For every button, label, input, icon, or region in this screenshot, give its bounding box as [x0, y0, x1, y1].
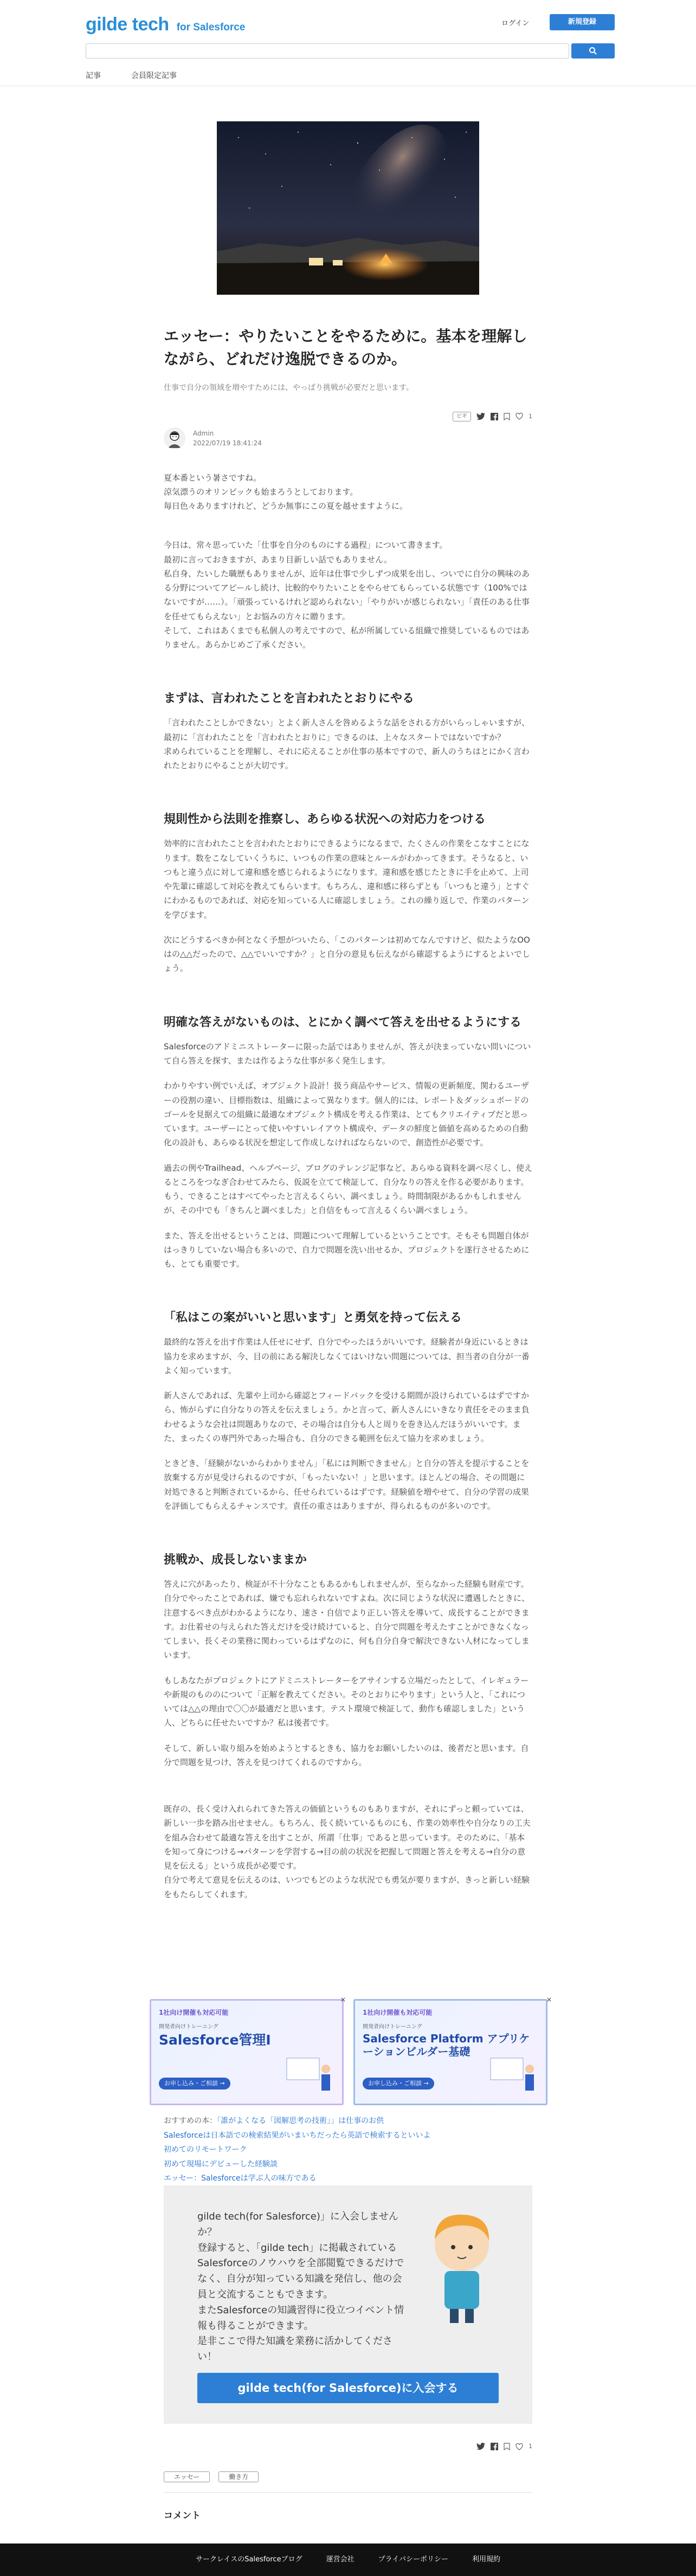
- site-footer: [0, 2543, 696, 2576]
- presenter-illustration: [281, 2053, 336, 2096]
- paragraph: 最終的な答えを出す作業は人任せにせず、自分でやったほうがいいです。経験者が身近にいるときは協力を求めますが、今、目の前にある解決しなくてはいけない問題については、担当者の自分が一番よく知っています。: [164, 1337, 530, 1375]
- facebook-icon[interactable]: [491, 413, 498, 420]
- close-icon[interactable]: ×: [546, 1996, 552, 2003]
- author-meta: [164, 427, 532, 449]
- paragraph: [164, 538, 532, 652]
- banner-title: Salesforce Platform アプリケーションビルダー基礎: [363, 2032, 530, 2058]
- related-link[interactable]: エッセー：Salesforceは学ぶ人の味方である: [164, 2174, 317, 2183]
- paragraph: わかりやすい例でいえば、オブジェクト設計！扱う商品やサービス、情報の更新頻度、関わるユーザーの役割の違い、目標指数は、組織によって異なります。個人的には、レポート＆ダッシュボードのゴールを見据えての組織に最適なオブジェクト構成を考える作業は、とてもクリエイティブだと思っています。ユーザーにとって使いやすいレイアウト構成や、データの鮮度と価値を高めるための自動化の設計も、あらゆる状況を想定して作成しなければならないので、創造性が必要です。: [164, 1081, 530, 1148]
- tag-pill[interactable]: ビギ: [453, 412, 471, 421]
- membership-cta: [164, 2185, 532, 2424]
- nav-item-articles[interactable]: 記事: [86, 72, 101, 80]
- login-link[interactable]: ログイン: [501, 20, 530, 28]
- logo-sub: for Salesforce: [176, 22, 246, 33]
- paragraph: 答えに穴があったり、検証が不十分なこともあるかもしれませんが、至らなかった経験も財産です。自分でやったことであれば、嫌でも忘れられないですよね。次に同じような状況に遭遇したときに、注意するべき点がわかるようになり、速さ・自信でより正しい答えを導いて、成長することができます。お仕着せの与えられた答えだけを受け続けていると、自分で問題を考えたすことができなくなってしまい、長くその業務に関わっているはずなのに、何も自分自身で解決できない人材になってしまいます。: [164, 1579, 530, 1660]
- banner-subtitle: 開発者向けトレーニング: [363, 2024, 422, 2030]
- banner-cta[interactable]: お申し込み・ご相談 →: [159, 2078, 230, 2090]
- article: [164, 121, 532, 1902]
- banner-title: Salesforce管理Ⅰ: [159, 2032, 271, 2048]
- main-nav: [86, 69, 177, 83]
- paragraph: また、答えを出せるということは、問題について理解しているということです。そもそも問題自体がはっきりしていない場合も多いので、自力で問題を洗い出せるか、プロジェクトを遂行させるためにも、とても重要です。: [164, 1230, 530, 1269]
- banner-cta[interactable]: お申し込み・ご相談 →: [363, 2078, 434, 2090]
- article-tags: [164, 2471, 259, 2482]
- twitter-icon[interactable]: [476, 413, 485, 420]
- text-line: そして、これはあくまでも私個人の考えですので、私が所属している組織で推奨しているものではありません。あらかじめご了承ください。: [164, 625, 530, 650]
- heart-icon[interactable]: [515, 413, 523, 420]
- section-heading: まずは、言われたことを言われたとおりにやる: [164, 692, 415, 706]
- heart-icon[interactable]: [515, 2443, 523, 2450]
- divider: [164, 2492, 532, 2493]
- paragraph: 効率的に言われたことを言われたとおりにできるようになるまで、たくさんの作業をこなすことになります。数をこなしていくうちに、いつもの作業の意味とルールがわかってきます。そうなると、いつもと違う点に対して違和感を感じられるようになります。違和感を感じたときに手を止めて、上司や先輩に確認して対応を教えてもらいます。もちろん、違和感に移らずとも「いつもと違う」とすぐにわかるものであれば、対応を知っている人に確認しましょう。これの繰り返しで、作業のパターンを学びます。: [164, 839, 530, 920]
- article-title: エッセー：やりたいことをやるために。基本を理解しながら、どれだけ逸脱できるのか。: [164, 327, 527, 368]
- footer-link-company[interactable]: 運営会社: [326, 2555, 355, 2564]
- facebook-icon[interactable]: [491, 2443, 498, 2450]
- like-count: 1: [529, 2443, 532, 2450]
- bookmark-icon[interactable]: [504, 2443, 510, 2450]
- comment-heading: コメント: [164, 2510, 201, 2521]
- links-label: おすすめの本：: [164, 2117, 217, 2125]
- bookmark-icon[interactable]: [504, 413, 510, 420]
- paragraph: [164, 716, 532, 773]
- section-heading: 明確な答えがないものは、とにかく調べて答えを出せるようにする: [164, 1015, 522, 1029]
- related-link[interactable]: 「誰がよくなる「図解思考の技術」」は仕事のお供: [217, 2117, 384, 2125]
- text-line: 毎日色々ありますけれど、どうか無事にこの夏を越せますように。: [164, 501, 408, 511]
- cta-text: gilde tech(for Salesforce)」に入会しませんか？ 登録すると、「gilde tech」に掲載されているSalesforceのノウハウを全部閲覧できるだけでなく、自分が知っている知識を発信し、他の会員と交流することもできます。 またSalesforceの知識習得に役立つイベント情報も得ることができます。 是非ここで得た知識を業務に活かしてください！: [197, 2211, 404, 2363]
- banner-admin-training[interactable]: [150, 1999, 344, 2105]
- like-count: 1: [529, 412, 532, 420]
- search-button[interactable]: [571, 43, 615, 59]
- text-line: 夏本番という暑さですね。: [164, 472, 262, 483]
- footer-link-terms[interactable]: 利用規約: [472, 2555, 500, 2564]
- banner-subtitle: 開発者向けトレーニング: [159, 2024, 218, 2030]
- related-link[interactable]: 初めてのリモートワーク: [164, 2145, 247, 2155]
- footer-link-blog[interactable]: サークレイスのSalesforceブログ: [196, 2555, 302, 2564]
- section-heading: 「私はこの案がいいと思います」と勇気を持って伝える: [164, 1311, 462, 1325]
- text-line: 今日は、常々思っていた「仕事を自分のものにする過程」について書きます。: [164, 540, 448, 550]
- banner-tag: 1社向け開催も対応可能: [363, 2009, 433, 2016]
- search-bar: [86, 43, 615, 59]
- presenter-illustration: [485, 2053, 539, 2096]
- avatar: [164, 427, 185, 449]
- intro-paragraph: [164, 471, 532, 514]
- logo-main: gilde tech: [86, 14, 169, 35]
- text-line: 涼気漂うのオリンピックも始まろうとしております。: [164, 486, 358, 497]
- paragraph: ときどき、「経験がないからわかりません」「私には判断できません」と自分の答えを提示することを放棄する方が見受けられるのですが、「もったいない！」と思います。ほとんどの場合、その問題に対処できると判断されているから、任せられているはずです。経験値を増やせて、自分の学習の成果を評価してもらえるチャンスです。責任の重さはありますが、得られるものが多いのです。: [164, 1458, 530, 1511]
- related-link[interactable]: Salesforceは日本語での検索結果がいまいちだったら英語で検索するといいよ: [164, 2131, 431, 2140]
- site-logo[interactable]: [86, 9, 245, 41]
- site-header: [0, 0, 696, 33]
- author-name[interactable]: Admin: [193, 429, 214, 437]
- paragraph: 既存の、長く受け入れられてきた答えの価値というものもありますが、それにずっと頼っていては、新しい一歩を踏み出せません。もちろん、長く続いているものにも、作業の効率性や自分なりの工夫を組み合わせて最適な答えを出すことが、所謂「仕事」であると思っています。そのために、「基本を知って身につける→パターンを学習する→目の前の状況を把握して問題と答えを考える→自分の意見を伝える」という成長が必要です。: [164, 1804, 531, 1871]
- paragraph: そして、新しい取り組みを始めようとするときも、協力をお願いしたいのは、後者だと思います。自分で問題を見つけ、答えを見つけてくれるのですから。: [164, 1743, 529, 1767]
- paragraph: Salesforceのアドミニストレーターに限った話ではありませんが、答えが決まっていない問いについて自ら答えを探す、または作るような仕事が多く発生します。: [164, 1041, 531, 1066]
- signup-button[interactable]: 新規登録: [550, 14, 615, 30]
- related-link[interactable]: 初めて現場にデビューした経験談: [164, 2159, 278, 2169]
- paragraph: 過去の例やTrailhead、ヘルプページ、ブログのテレンジ記事など、あらゆる資料を調べ尽くし、使えるところをつなぎ合わせてみたら、仮説を立てて検証して、自分なりの答えを作る必要があります。もう、できることはすべてやったと言えるくらい、調べましょう。時間制限があるかもしれませんが、その中でも「きちんと調べました」と自信をもって言えるくらい調べましょう。: [164, 1163, 532, 1216]
- paragraph: 次にどうするべきか何となく予想がついたら、「このパターンは初めてなんですけど、似たようなOOはの△△だったので、△△でいいですか？」と自分の意見も伝えながら確認するようにするとよいでしょう。: [164, 935, 530, 974]
- mascot-illustration: [414, 2207, 510, 2326]
- post-date: 2022/07/19 18:41:24: [193, 439, 262, 447]
- paragraph: もしあなたがプロジェクトにアドミニストレーターをアサインする立場だったとして、イレギュラーや新規のもののについて「正解を教えてください。そのとおりにやります」という人と、「これについては△△の理由で〇〇が最適だと思います。テスト環境で検証して、動作も確認しました」という人、どちらに任せたいですか？私は後者です。: [164, 1675, 529, 1728]
- text-line: 私自身、たいした職歴もありませんが、近年は仕事で少しずつ成果を出し、ついでに自分の興味のある分野についてアピールし続け、比較的やりたいことをやらせてもらっている状態です（100%ではないですが……）。「頑張っているけれど認められない」「やりがいが感じられない」「責任のある仕事を任せてもらえない」とお悩みの方々に贈ります。: [164, 568, 530, 621]
- text-line: 「言われたことしかできない」とよく新人さんを咎めるような話をされる方がいらっしゃいますが、最初に「言われたことを「言われたとおりに」できるのは、上々なスタートではないですか？: [164, 718, 530, 742]
- share-bar-bottom: [424, 2440, 532, 2453]
- section-heading: 挑戦か、成長しないままか: [164, 1553, 307, 1567]
- join-button[interactable]: gilde tech(for Salesforce)に入会する: [197, 2373, 499, 2403]
- hero-image: [217, 121, 479, 295]
- related-links: [164, 2114, 532, 2186]
- banner-appbuilder-training[interactable]: [353, 1999, 547, 2105]
- section-heading: 規則性から法則を推察し、あらゆる状況への対応力をつける: [164, 813, 486, 827]
- paragraph: 自分で考えて意見を伝えるのは、いつでもどのような状況でも勇気が要りますが、きっと新しい経験をもたらしてくれます。: [164, 1875, 530, 1899]
- footer-link-privacy[interactable]: プライバシーポリシー: [378, 2555, 448, 2564]
- training-banners: [150, 1996, 552, 2113]
- tag-essay[interactable]: エッセー: [164, 2471, 210, 2482]
- twitter-icon[interactable]: [476, 2443, 485, 2450]
- paragraph: 新人さんであれば、先輩や上司から確認とフィードバックを受ける期間が設けられているはずですから、怖がらずに自分なりの答えを伝えましょう。かと言って、新人さんにいきなり責任をそのまま負わせるような会社は問題ありなので、その場合は自分も人と周りを巻き込んだほうがいいです。また、まったくの専門外であった場合も、自分のできる範囲を伝えて協力を求めましょう。: [164, 1391, 530, 1443]
- tag-workstyle[interactable]: 働き方: [218, 2471, 259, 2482]
- banner-tag: 1社向け開催も対応可能: [159, 2009, 229, 2016]
- search-input[interactable]: [86, 43, 569, 59]
- share-bar-top: [164, 410, 532, 423]
- search-icon: [589, 47, 597, 55]
- close-icon[interactable]: ×: [340, 1996, 346, 2003]
- nav-item-member-articles[interactable]: 会員限定記事: [131, 72, 177, 80]
- article-lead: 仕事で自分の領域を増やすためには、やっぱり挑戦が必要だと思います。: [164, 384, 414, 392]
- text-line: 最初に言っておきますが、あまり目新しい話でもありません。: [164, 554, 392, 564]
- text-line: 求められていることを理解し、それに応えることが仕事の基本ですので、新人のうちはとにかく言われたとおりにやることが大切です。: [164, 746, 530, 771]
